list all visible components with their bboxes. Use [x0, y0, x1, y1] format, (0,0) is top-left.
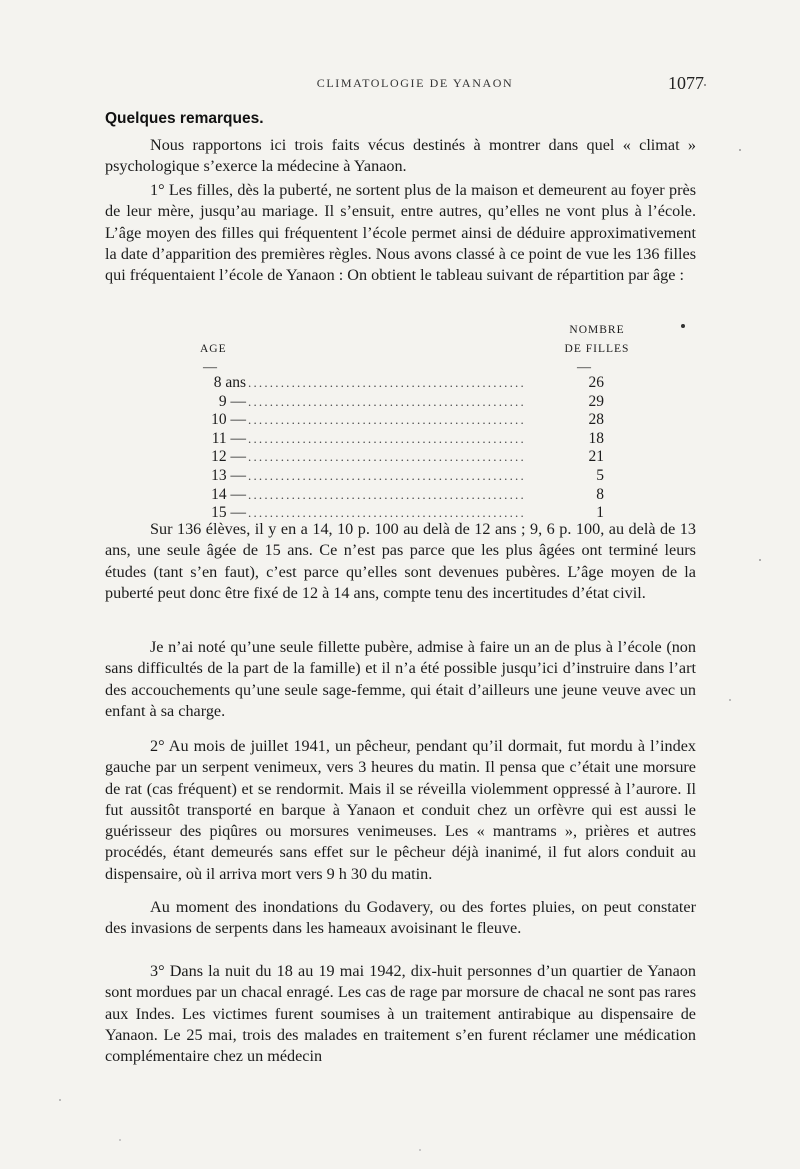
header-rule: —: [203, 360, 217, 375]
leader-dots: ...................................................: [248, 430, 526, 446]
paragraph: Au moment des inondations du Godavery, ou des fortes pluies, on peut constater des invasions de serpents dans les hameaux avoisinant le fleuve.: [105, 898, 696, 938]
row-count: 1: [596, 504, 604, 522]
leader-dots: ...................................................: [248, 375, 526, 390]
row-count: 29: [588, 392, 604, 410]
table-commentary-block: [105, 519, 696, 604]
leader-dots: ...................................................: [248, 412, 526, 428]
table-row: [190, 448, 650, 467]
header-rule: —: [577, 360, 591, 375]
table-row: [190, 393, 650, 412]
table-row: [190, 486, 650, 505]
row-count: 21: [588, 448, 604, 466]
column-header-de-filles: DE FILLES: [564, 343, 630, 355]
section-heading: Quelques remarques.: [105, 110, 264, 127]
row-age: 11 —: [211, 429, 246, 447]
row-age: 15 —: [211, 504, 246, 522]
row-age: 13 —: [211, 466, 246, 484]
flood-paragraph-block: [105, 897, 696, 940]
paragraph: 3° Dans la nuit du 18 au 19 mai 1942, dix-huit personnes d’un quartier de Yanaon sont mordues par un chacal enragé. Les cas de rage par morsure de chacal ne sont pas rares aux Indes. Les victimes furent soumises à un traitement antirabique au dispensaire de Yanaon. Le 25 mai, trois des malades en traitement s’en furent réclamer une médication complémentaire chez un médecin: [105, 962, 696, 1066]
leader-dots: ...................................................: [248, 486, 526, 502]
column-header-age: AGE: [200, 343, 227, 355]
paragraph: Nous rapportons ici trois faits vécus destinés à montrer dans quel « climat » psychologique s’exerce la médecine à Yanaon.: [105, 136, 696, 176]
paragraph: Je n’ai noté qu’une seule fillette pubère, admise à faire un an de plus à l’école (non sans difficultés de la part de la famille) et il n’a été possible jusqu’ici d’instruire dans l’art des accouchements qu’une seule sage-femme, qui était d’ailleurs une jeune veuve avec un enfant à sa charge.: [105, 638, 696, 720]
case-3-paragraph-block: [105, 961, 696, 1067]
table-row: [190, 467, 650, 486]
case-2-paragraph-block: [105, 736, 696, 885]
leader-dots: ...................................................: [248, 449, 526, 465]
running-title: CLIMATOLOGIE DE YANAON: [316, 76, 514, 90]
case-1-paragraph-block: [105, 180, 696, 286]
leader-dots: ...................................................: [248, 393, 526, 409]
table-row: [190, 411, 650, 430]
row-age: 10 —: [211, 411, 246, 429]
paragraph: Sur 136 élèves, il y en a 14, 10 p. 100 au delà de 12 ans ; 9, 6 p. 100, au delà de 13 ans, une seule âgée de 15 ans. Ce n’est pas parce que les plus âgées ont terminé leurs études (tant s’en faut), c’est parce qu’elles sont devenues pubères. L’âge moyen de la puberté peut donc être fixé de 12 à 14 ans, compte tenu des incertitudes d’état civil.: [105, 520, 696, 602]
row-age: 9 —: [218, 392, 246, 410]
row-count: 5: [596, 466, 604, 484]
column-header-nombre: NOMBRE: [569, 324, 625, 336]
age-distribution-table: [190, 318, 650, 522]
table-row: [190, 430, 650, 449]
row-count: 18: [588, 429, 604, 447]
row-age: 8 ans: [213, 374, 246, 391]
midwife-paragraph-block: [105, 637, 696, 722]
row-count: 28: [588, 411, 604, 429]
leader-dots: ...................................................: [248, 467, 526, 483]
row-age: 14 —: [211, 485, 246, 503]
row-count: 8: [596, 485, 604, 503]
page-number: 1077: [668, 73, 704, 93]
table-rows: [190, 374, 650, 523]
paragraph: 2° Au mois de juillet 1941, un pêcheur, pendant qu’il dormait, fut mordu à l’index gauche par un serpent venimeux, vers 3 heures du matin. Il pensa que c’était une morsure de rat (cas fréquent) et se rendormit. Mais il se réveilla violemment oppressé à l’aurore. Il fut aussitôt transporté en barque à Yanaon et conduit chez un orfèvre qui est aussi le guérisseur des piqûres ou morsures venimeuses. Les « mantrams », prières et autres procédés, étant demeurés sans effet sur le pêcheur déjà inanimé, il fut alors conduit au dispensaire, où il arriva mort vers 9 h 30 du matin.: [105, 737, 696, 883]
intro-paragraph-block: [105, 135, 696, 178]
table-row: [190, 374, 650, 393]
leader-dots: ...................................................: [248, 505, 526, 521]
row-age: 12 —: [211, 448, 246, 466]
paragraph: 1° Les filles, dès la puberté, ne sortent plus de la maison et demeurent au foyer près de leur mère, jusqu’au mariage. Il s’ensuit, entre autres, qu’elles ne vont plus à l’école. L’âge moyen des filles qui fréquentent l’école permet ainsi de déduire approximativement la date d’apparition des premières règles. Nous avons classé à ce point de vue les 136 filles qui fréquentaient l’école de Yanaon : On obtient le tableau suivant de répartition par âge :: [105, 181, 696, 285]
row-count: 26: [588, 374, 604, 391]
